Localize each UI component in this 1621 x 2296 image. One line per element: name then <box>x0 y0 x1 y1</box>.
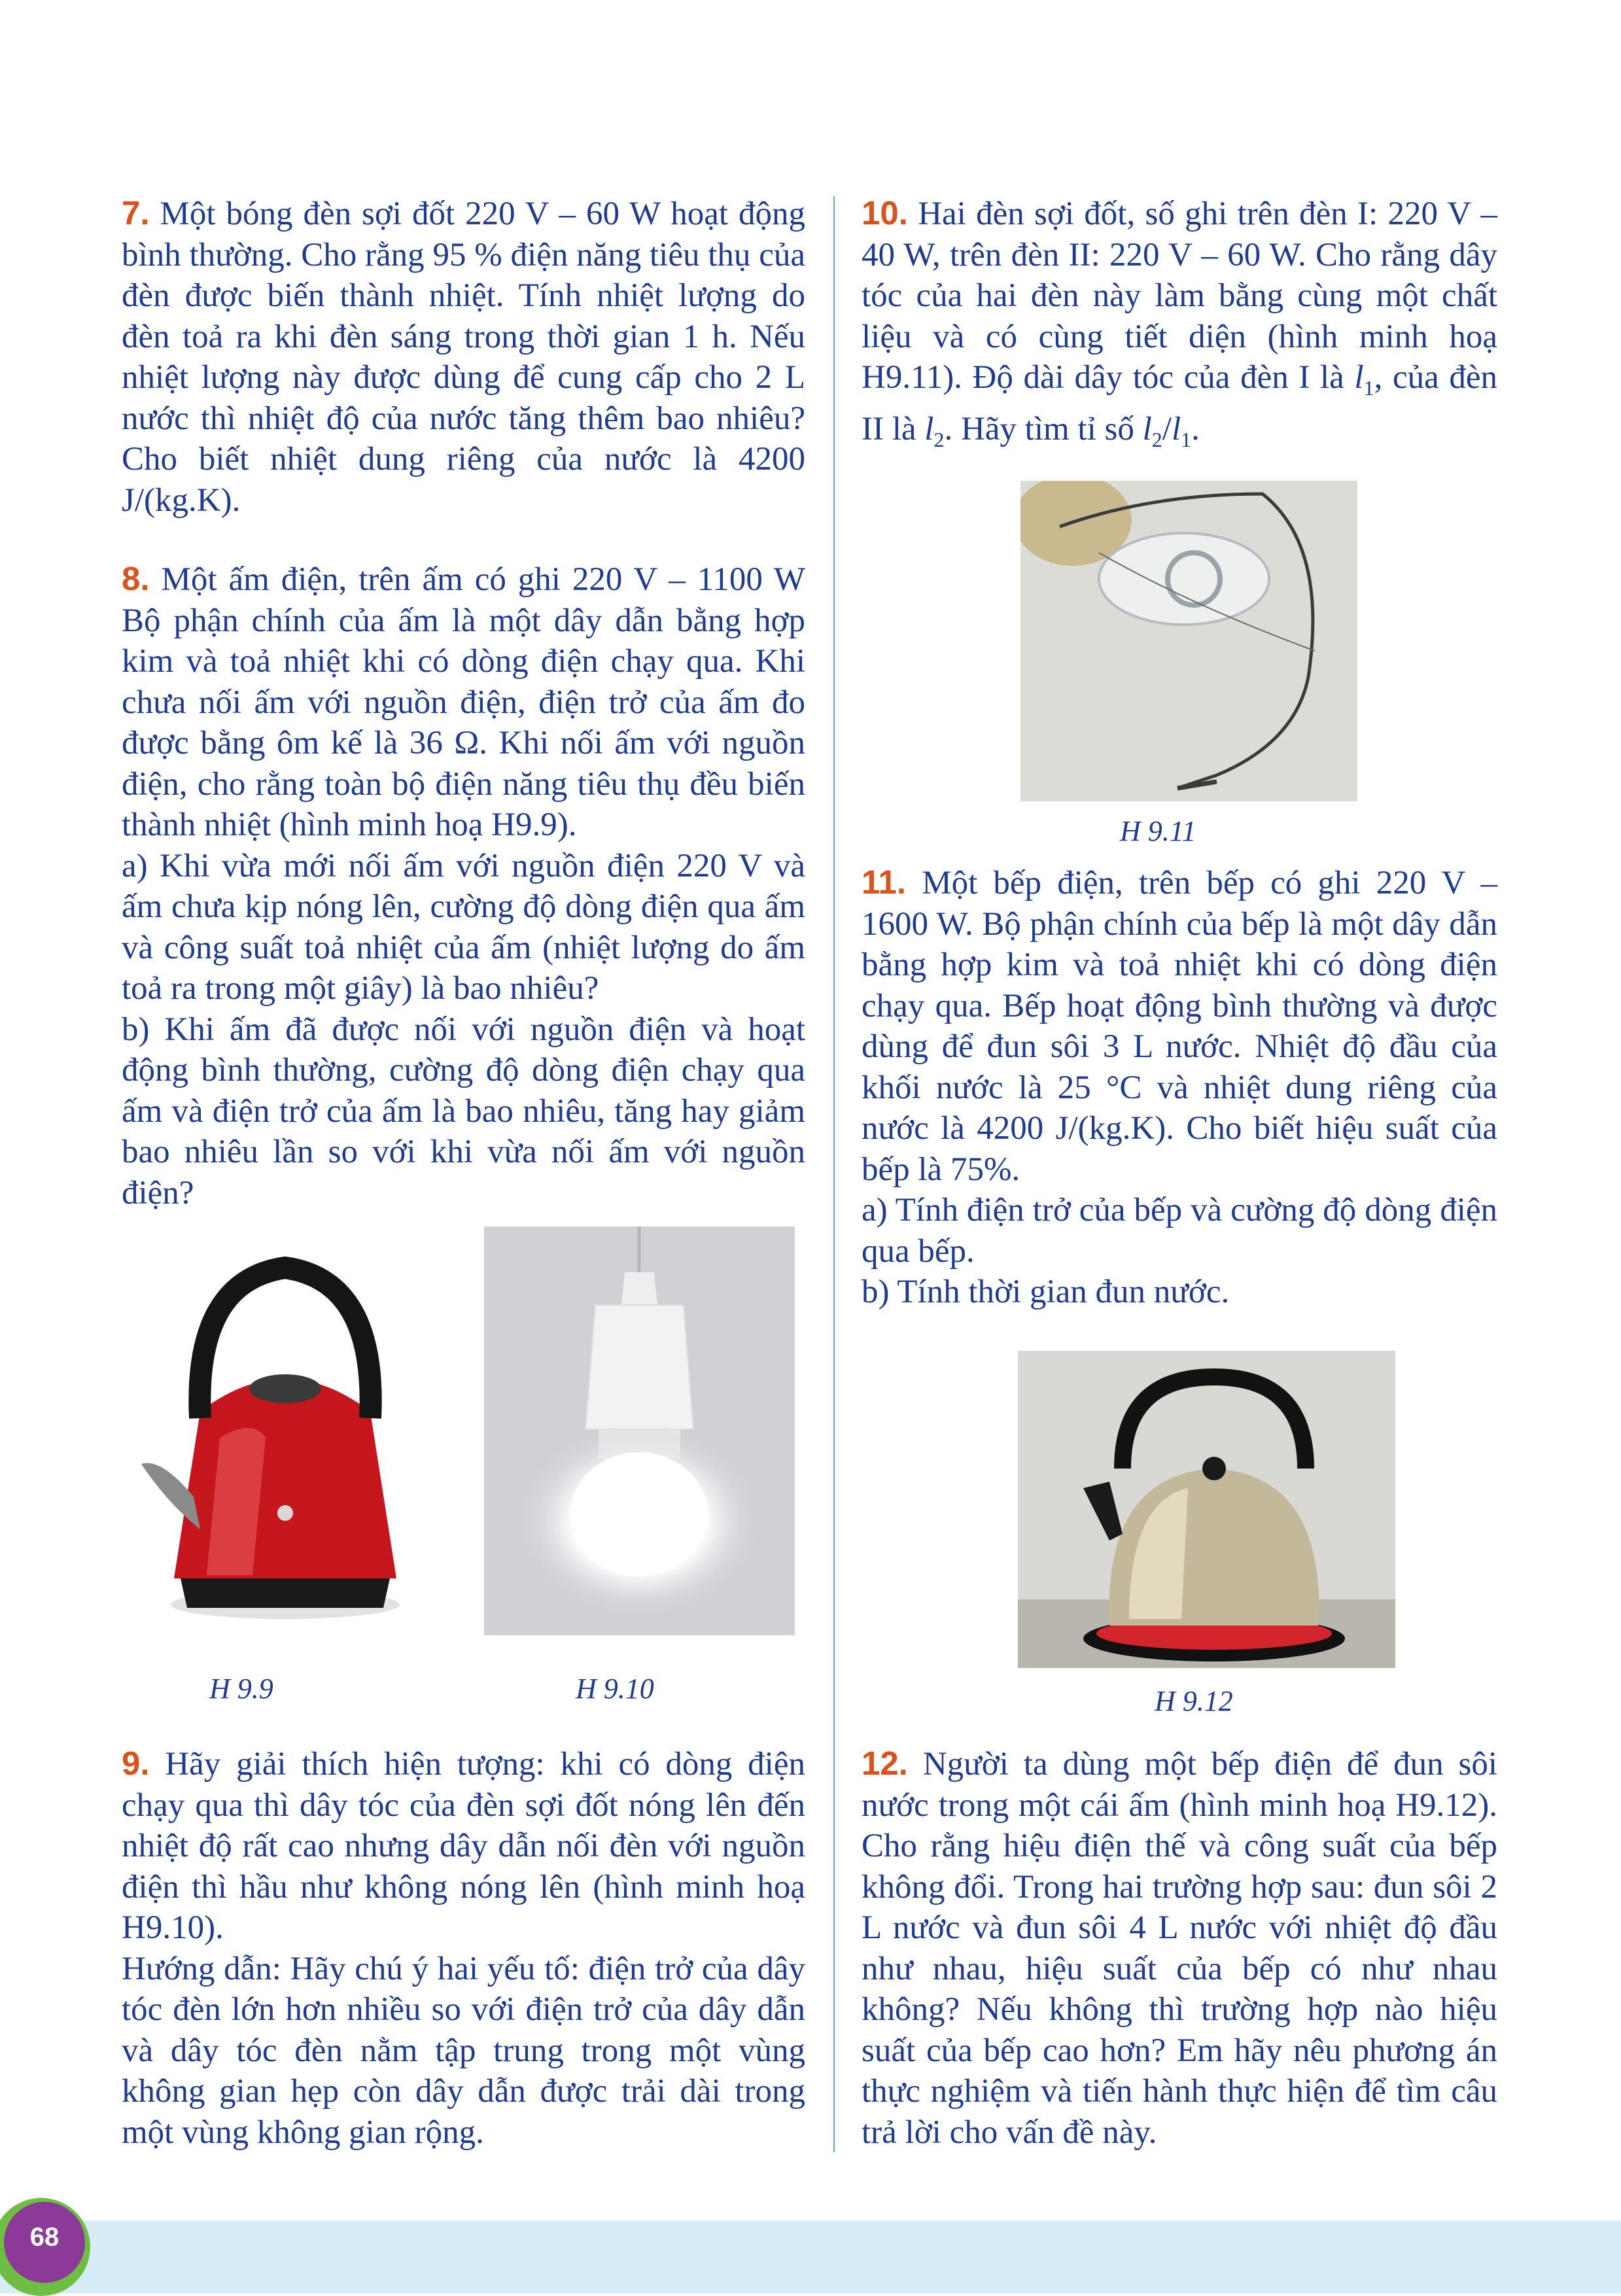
footer-band <box>0 2221 1621 2293</box>
problem-11-part-b: b) Tính thời gian đun nước. <box>862 1274 1230 1310</box>
caption-h9-9: H 9.9 <box>209 1673 273 1705</box>
problem-11-number: 11. <box>862 863 907 901</box>
caption-h9-12: H 9.12 <box>1155 1685 1233 1717</box>
ratio-l2: l <box>1142 410 1152 447</box>
problem-10-number: 10. <box>862 194 908 232</box>
lightbulb-image <box>484 1226 795 1635</box>
problem-10-text-1: Hai đèn sợi đốt, số ghi trên đèn I: 220 V – 40 W, trên đèn II: 220 V – 60 W. Cho rằng dây tóc của hai đèn này làm bằng cùng một chất liệu và có cùng tiết diện (hình minh hoạ H9.11). Độ dài dây tóc của đèn I là <box>862 196 1497 396</box>
problem-9-hint: Hướng dẫn: Hãy chú ý hai yếu tố: điện trở của dây tóc đèn lớn hơn nhiều so với điện trở của dây dẫn và dây tóc đèn nằm tập trung trong một vùng không gian hẹp còn dây dẫn được trải dài trong một vùng không gian rộng. <box>122 1950 805 2151</box>
stove-kettle-image <box>1018 1351 1395 1668</box>
symbol-l2: l <box>924 410 934 447</box>
problem-8-number: 8. <box>122 560 150 597</box>
problem-9 <box>122 1743 805 1949</box>
problem-11-part-a: a) Tính điện trở của bếp và cường độ dòng điện qua bếp. <box>862 1192 1497 1270</box>
subscript-2: 2 <box>933 427 945 451</box>
symbol-l1: l <box>1354 359 1364 396</box>
problem-10-end: . <box>1191 410 1200 447</box>
problem-11-text: Một bếp điện, trên bếp có ghi 220 V – 1600 W. Bộ phận chính của bếp là một dây dẫn bằng hợp kim và toả nhiệt khi có dòng điện chạy qua. Bếp hoạt động bình thường và được dùng để đun sôi 3 L nước. Nhiệt độ đầu của khối nước là 25 °C và nhiệt dung riêng của nước là 4200 J/(kg.K). Cho biết hiệu suất của bếp là 75%. <box>862 865 1497 1188</box>
page-number: 68 <box>29 2223 60 2252</box>
problem-12-text: Người ta dùng một bếp điện để đun sôi nước trong một cái ấm (hình minh hoạ H9.12). Cho rằng hiệu điện thế và công suất của bếp không đổi. Trong hai trường hợp sau: đun sôi 2 L nước và đun sôi 4 L nước với nhiệt độ đầu như nhau, hiệu suất của bếp có như nhau không? Nếu không thì trường hợp nào hiệu suất của bếp cao hơn? Em hãy nêu phương án thực nghiệm và tiến hành thực hiện để tìm câu trả lời cho vấn đề này. <box>862 1746 1497 2151</box>
problem-10-text-3: . Hãy tìm tỉ số <box>944 410 1143 447</box>
problem-7-text: Một bóng đèn sợi đốt 220 V – 60 W hoạt động bình thường. Cho rằng 95 % điện năng tiêu thụ của đèn được biến thành nhiệt. Tính nhiệt lượng do đèn toả ra khi đèn sáng trong thời gian 1 h. Nếu nhiệt lượng này được dùng để cung cấp cho 2 L nước thì nhiệt độ của nước tăng thêm bao nhiêu? Cho biết nhiệt dung riêng của nước là 4200 J/(kg.K). <box>122 196 805 519</box>
kettle-image <box>122 1222 416 1627</box>
ratio-l1: l <box>1171 410 1181 447</box>
ratio-sub-1: 1 <box>1181 427 1192 451</box>
problem-10 <box>862 193 1497 460</box>
problem-12 <box>862 1743 1497 2153</box>
caption-h9-10: H 9.10 <box>576 1673 654 1705</box>
problem-7 <box>122 193 805 521</box>
filament-image <box>1020 481 1357 801</box>
ratio-slash: / <box>1162 410 1172 447</box>
subscript-1: 1 <box>1363 376 1374 400</box>
right-column-lower <box>862 1743 1497 2153</box>
problem-9-number: 9. <box>122 1745 150 1782</box>
column-divider <box>833 196 835 2152</box>
caption-h9-11: H 9.11 <box>1120 815 1196 847</box>
problem-7-number: 7. <box>122 194 150 232</box>
problem-9-text: Hãy giải thích hiện tượng: khi có dòng điện chạy qua thì dây tóc của đèn sợi đốt nóng lên đến nhiệt độ rất cao nhưng dây dẫn nối đèn với nguồn điện thì hầu như không nóng lên (hình minh hoạ H9.10). <box>122 1746 805 1946</box>
problem-8-part-a: a) Khi vừa mới nối ấm với nguồn điện 220 V và ấm chưa kịp nóng lên, cường độ dòng điện qua ấm và công suất toả nhiệt của ấm (nhiệt lượng do ấm toả ra trong một giây) là bao nhiêu? <box>122 847 805 1007</box>
left-column <box>122 193 805 1213</box>
right-column-middle <box>862 862 1497 1313</box>
right-column <box>862 193 1497 460</box>
ratio-sub-2: 2 <box>1151 427 1162 451</box>
problem-8-part-b: b) Khi ấm đã được nối với nguồn điện và hoạt động bình thường, cường độ dòng điện chạy qua ấm và điện trở của ấm là bao nhiêu, tăng hay giảm bao nhiêu lần so với khi vừa nối ấm với nguồn điện? <box>122 1011 805 1211</box>
problem-12-number: 12. <box>862 1745 908 1782</box>
problem-11 <box>862 862 1497 1190</box>
problem-8-text: Một ấm điện, trên ấm có ghi 220 V – 1100 W Bộ phận chính của ấm là một dây dẫn bằng hợp kim và toả nhiệt khi có dòng điện chạy qua. Khi chưa nối ấm với nguồn điện, điện trở của ấm đo được bằng ôm kế là 36 Ω. Khi nối ấm với nguồn điện, cho rằng toàn bộ điện năng tiêu thụ đều biến thành nhiệt (hình minh hoạ H9.9). <box>122 561 806 843</box>
left-column-lower <box>122 1743 805 2153</box>
problem-10-text-2: , của đèn II là <box>862 359 1497 447</box>
problem-8 <box>122 559 805 846</box>
